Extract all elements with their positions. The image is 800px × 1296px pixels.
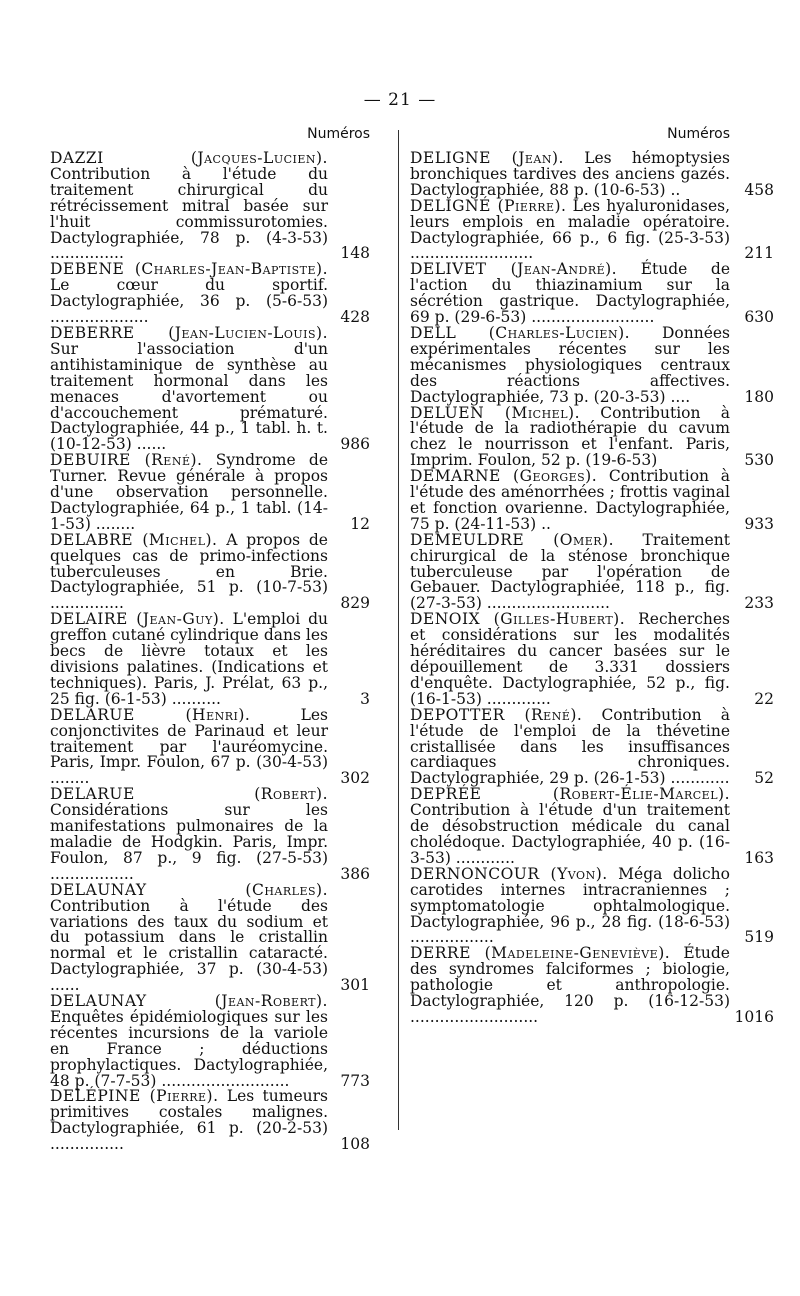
entry-text xyxy=(50,880,370,995)
entry-text xyxy=(410,612,730,707)
index-entry xyxy=(410,785,774,867)
entry-number: 302 xyxy=(340,769,370,788)
entry-text xyxy=(50,1089,370,1153)
author-name: DEPOTTER (René). xyxy=(410,705,583,724)
author-name: DEMEULDRE (Omer). xyxy=(410,530,615,549)
author-name: DERNONCOUR (Yvon). xyxy=(410,864,608,883)
thesis-description: Contribution à l'étude des variations des taux du sodium et du potassium dans le cristallin normal et le cristallin cataracté. Dactylographiée, 37 p. (30-4-53) ...... xyxy=(50,896,328,995)
index-entry xyxy=(50,1089,370,1153)
entry-text xyxy=(50,787,370,882)
thesis-description: Les tumeurs primitives costales malignes. Dactylographiée, 61 p. (20-2-53) ............... xyxy=(50,1087,328,1154)
index-entry xyxy=(50,705,370,788)
entry-number: 933 xyxy=(744,514,774,533)
thesis-description: Étude des syndromes falciformes ; biologie, pathologie et anthropologie. Dactylographiée, 120 p. (16-12-53) .......................... xyxy=(410,944,730,1026)
author-name: DELÉPINE (Pierre). xyxy=(50,1087,219,1106)
entry-number: 3 xyxy=(360,689,370,708)
entry-text xyxy=(50,994,370,1089)
index-entry xyxy=(410,530,774,613)
index-entry xyxy=(50,151,370,262)
entry-number: 829 xyxy=(340,594,370,613)
index-entry xyxy=(50,323,370,454)
entry-text xyxy=(50,262,370,326)
entry-text xyxy=(410,196,730,263)
author-name: DENOIX (Gilles-Hubert). xyxy=(410,610,626,629)
index-entry xyxy=(410,149,774,199)
thesis-description: Traitement chirurgical de la sténose bronchique tuberculeuse par l'opération de Gebauer. Dactylographiée, 118 p., fig. (27-3-53) ......................... xyxy=(410,530,730,613)
entry-text xyxy=(410,705,730,788)
thesis-description: Étude de l'action du thiazinamium sur la sécrétion gastrique. Dactylographiée, 69 p. (29-6-53) ......................... xyxy=(410,260,730,327)
thesis-description: Considérations sur les manifestations pulmonaires de la maladie de Hodgkin. Paris, Impr. Foulon, 87 p., 9 fig. (27-5-53) ................. xyxy=(50,801,328,883)
thesis-description: Contribution à l'étude de l'emploi de la thévetine cristallisée dans les insuffisances cardiaques chroniques. Dactylographiée, 29 p. (26-1-53) ............ xyxy=(410,705,730,788)
index-entry xyxy=(410,864,774,947)
entry-number: 211 xyxy=(744,244,774,263)
index-entry xyxy=(410,196,774,263)
entry-number: 386 xyxy=(340,864,370,883)
entry-text xyxy=(50,530,370,613)
entry-number: 180 xyxy=(744,387,774,406)
entry-text xyxy=(410,946,730,1026)
author-name: DEBUIRE (René). xyxy=(50,451,203,470)
column-header: Numéros xyxy=(307,126,370,142)
index-entry xyxy=(50,994,370,1089)
thesis-description: Les conjonctivites de Parinaud et leur traitement par l'auréomycine. Paris, Impr. Foulon, 67 p. (30-4-53) ........ xyxy=(50,705,328,788)
entry-text xyxy=(50,323,370,454)
entry-text xyxy=(50,705,370,788)
thesis-description: Enquêtes épidémiologiques sur les récentes incursions de la variole en France ; déductions prophylactiques. Dactylographiée, 48 p. (7-7-53) .......................... xyxy=(50,1007,328,1090)
thesis-description: Syndrome de Turner. Revue générale à propos d'une observation personnelle. Dactylographiée, 64 p., 1 tabl. (14-1-53) ........ xyxy=(50,451,329,533)
index-entry xyxy=(410,467,774,533)
author-name: DELIVET (Jean-André). xyxy=(410,260,618,279)
author-name: DEPRÉE (Robert-Élie-Marcel). xyxy=(410,785,730,804)
entry-text xyxy=(410,323,730,406)
index-entry xyxy=(50,880,370,995)
author-name: DELIGNÉ (Pierre). xyxy=(410,196,567,215)
thesis-description: L'emploi du greffon cutané cylindrique dans les becs de lièvre totaux et les divisions palatines. (Indications et techniques). Paris, J. Prélat, 63 p., 25 fig. (6-1-53) .......... xyxy=(50,610,328,708)
thesis-description: Contribution à l'étude des aménorrhées ; frottis vaginal et fonction ovarienne. Dactylographiée, 75 p. (24-11-53) .. xyxy=(410,467,730,533)
entry-number: 773 xyxy=(340,1071,370,1090)
entry-text xyxy=(410,469,730,533)
author-name: DELAUNAY (Charles). xyxy=(50,880,328,899)
entry-text xyxy=(410,864,730,947)
entry-number: 12 xyxy=(350,514,370,533)
right-column xyxy=(410,126,774,1026)
entry-text xyxy=(410,262,730,326)
entry-text xyxy=(410,787,730,867)
entry-text xyxy=(50,612,370,707)
entry-number: 428 xyxy=(340,308,370,327)
author-name: DELARUE (Robert). xyxy=(50,785,328,804)
index-entry xyxy=(50,787,370,882)
thesis-description: Les hémoptysies bronchiques tardives des anciens gazés. Dactylographiée, 88 p. (10-6-53) .. xyxy=(410,149,730,199)
author-name: DELARUE (Henri). xyxy=(50,705,251,724)
author-name: DELL (Charles-Lucien). xyxy=(410,323,631,342)
entry-text xyxy=(410,403,730,470)
author-name: DELUEN (Michel). xyxy=(410,403,580,422)
thesis-description: A propos de quelques cas de primo-infections tuberculeuses en Brie. Dactylographiée, 51 p. (10-7-53) ............... xyxy=(50,530,328,613)
thesis-description: Méga dolicho carotides internes intracraniennes ; symptomatologie ophtalmologique. Dactylographiée, 96 p., 28 fig. (18-6-53) ................. xyxy=(410,864,730,947)
index-entry xyxy=(50,530,370,613)
index-entry xyxy=(410,610,774,708)
entry-text xyxy=(410,151,730,199)
author-name: DAZZI (Jacques-Lucien). xyxy=(50,149,328,167)
column-header: Numéros xyxy=(667,126,730,142)
author-name: DEBENE (Charles-Jean-Baptiste). xyxy=(50,260,328,279)
entry-number: 530 xyxy=(744,451,774,470)
thesis-description: Contribution à l'étude d'un traitement de désobstruction médicale du canal cholédoque. Dactylographiée, 40 p. (16-3-53) ............ xyxy=(410,801,730,867)
page-number: — 21 — xyxy=(363,90,437,110)
author-name: DEBERRE (Jean-Lucien-Louis). xyxy=(50,323,328,342)
entry-number: 458 xyxy=(744,180,774,199)
entry-text xyxy=(50,151,370,262)
index-entry xyxy=(410,260,774,327)
column-divider xyxy=(398,130,399,1130)
entry-text xyxy=(50,453,370,533)
index-entry xyxy=(410,944,774,1026)
entry-number: 630 xyxy=(744,308,774,327)
entry-number: 986 xyxy=(340,435,370,454)
entry-number: 1016 xyxy=(734,1007,774,1026)
author-name: DEMARNE (Georges). xyxy=(410,467,598,486)
thesis-description: Contribution à l'étude du traitement chirurgical du rétrécissement mitral basée sur l'huit commissurotomies. Dactylographiée, 78 p. (4-3-53) ............... xyxy=(50,164,328,263)
thesis-description: Contribution à l'étude de la radiothérapie du cavum chez le nourrisson et l'enfant. Paris, Imprim. Foulon, 52 p. (19-6-53) xyxy=(410,403,730,470)
index-entry xyxy=(410,705,774,788)
entry-number: 22 xyxy=(754,689,774,708)
entry-number: 163 xyxy=(744,848,774,867)
author-name: DELAIRE (Jean-Guy). xyxy=(50,610,225,629)
entry-number: 519 xyxy=(744,928,774,947)
entry-number: 108 xyxy=(340,1135,370,1154)
index-entry xyxy=(50,612,370,707)
thesis-description: Données expérimentales récentes sur les mécanismes physiologiques centraux des réactions affectives. Dactylographiée, 73 p. (20-3-53) .... xyxy=(410,323,730,406)
left-column xyxy=(50,127,370,1153)
entry-number: 233 xyxy=(744,594,774,613)
thesis-description: Les hyaluronidases, leurs emplois en maladie opératoire. Dactylographiée, 66 p., 6 fig. (25-3-53) ......................... xyxy=(410,196,730,263)
thesis-description: Sur l'association d'un antihistaminique de synthèse au traitement hormonal dans les menaces d'avortement ou d'accouchement prématuré. Dactylographiée, 44 p., 1 tabl. h. t. (10-12-53) ...... xyxy=(50,339,328,454)
entry-text xyxy=(410,530,730,613)
thesis-description: Le cœur du sportif. Dactylographiée, 36 p. (5-6-53) .................... xyxy=(50,276,328,327)
index-entry xyxy=(410,403,774,470)
index-entry xyxy=(50,453,370,533)
author-name: DELAUNAY (Jean-Robert). xyxy=(50,992,328,1011)
entry-number: 148 xyxy=(340,244,370,263)
entry-number: 52 xyxy=(754,769,774,788)
author-name: DELABRE (Michel). xyxy=(50,530,218,549)
index-entry xyxy=(50,262,370,326)
index-entry xyxy=(410,323,774,406)
entry-number: 301 xyxy=(340,976,370,995)
thesis-description: Recherches et considérations sur les modalités héréditaires du cancer basées sur le dépouillement de 3.331 dossiers d'enquête. Dactylographiée, 52 p., fig. (16-1-53) ............. xyxy=(410,610,730,708)
author-name: DELIGNE (Jean). xyxy=(410,149,564,167)
author-name: DERRE (Madeleine-Geneviève). xyxy=(410,944,671,963)
